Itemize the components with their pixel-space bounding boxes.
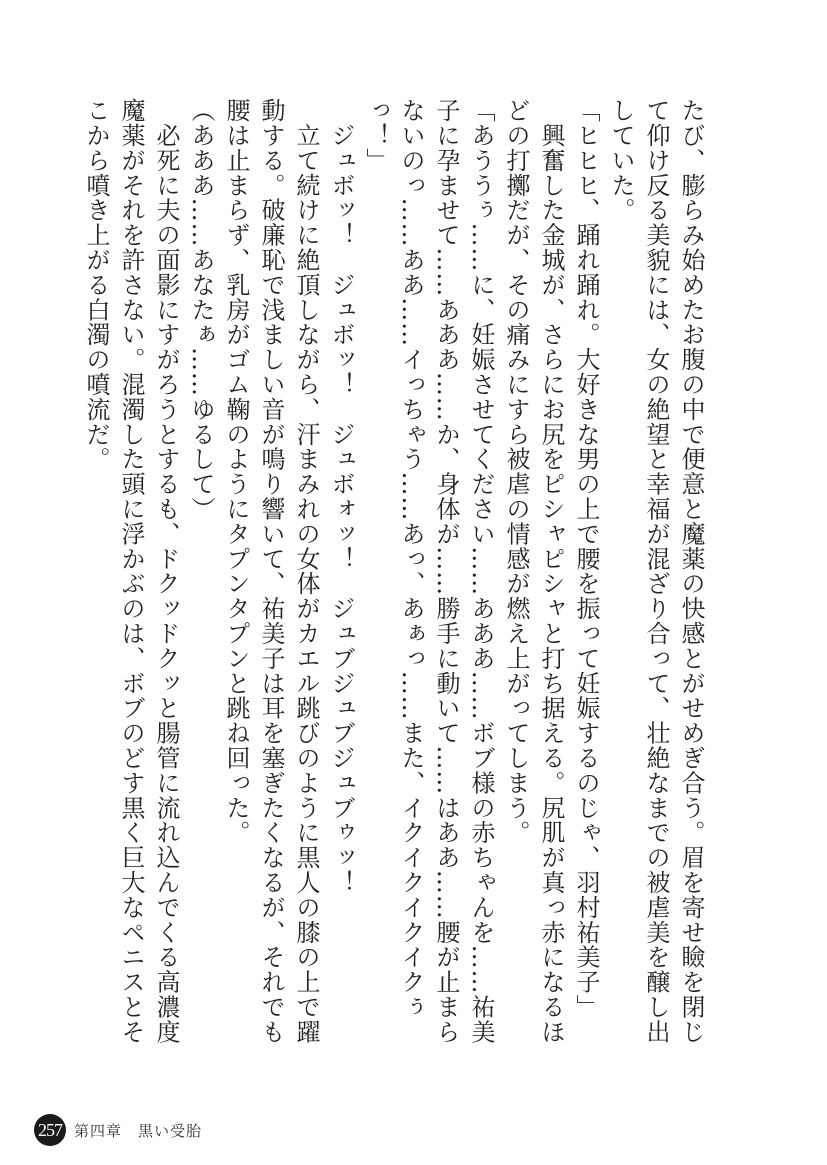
text-line: 立て続けに絶頂しながら、汗まみれの女体がカエル跳びのように黒人の膝の上で躍 xyxy=(292,98,320,1045)
text-line: 「あううぅ……に、妊娠させてください……あああ……ボブ様の赤ちゃんを……祐美 xyxy=(467,98,495,1045)
page-footer xyxy=(34,1114,202,1146)
text-line: こから噴き上がる白濁の噴流だ。 xyxy=(82,98,110,472)
text-line: ないのっ……ああ……イっちゃう……あっ、あぁっ……また、イクイクイクイクぅ xyxy=(397,98,425,1020)
text-line: て仰け反る美貌には、女の絶望と幸福が混ざり合って、壮絶なまでの被虐美を醸し出 xyxy=(642,98,670,1045)
text-line: どの打擲だが、その痛みにすら被虐の情感が燃え上がってしまう。 xyxy=(502,98,530,845)
text-line: 興奮した金城が、さらにお尻をピシャピシャと打ち据える。尻肌が真っ赤になるほ xyxy=(537,98,565,1045)
page-number-badge: 257 xyxy=(34,1114,66,1146)
text-line: 必死に夫の面影にすがろうとするも、ドクッドクッと腸管に流れ込んでくる高濃度 xyxy=(152,98,180,1045)
text-line: （あああ……あなたぁ……ゆるして） xyxy=(187,98,215,522)
text-line: 動する。破廉恥で浅ましい音が鳴り響いて、祐美子は耳を塞ぎたくなるが、それでも xyxy=(257,98,285,1045)
text-line: していた。 xyxy=(607,98,635,223)
text-line: っ！」 xyxy=(362,98,390,173)
text-line: たび、膨らみ始めたお腹の中で便意と魔薬の快感とがせめぎ合う。眉を寄せ瞼を閉じ xyxy=(677,98,705,1045)
chapter-title: 第四章 黒い受胎 xyxy=(74,1121,203,1140)
text-line: 腰は止まらず、乳房がゴム鞠のようにタプンタプンと跳ね回った。 xyxy=(222,98,250,845)
vertical-body-text xyxy=(78,98,708,1045)
text-line: ジュボッ！ ジュボッ！ ジュボォッ！ ジュブジュブジュブゥッ！ xyxy=(327,98,355,895)
text-line: 子に孕ませて……あああ……か、身体が……勝手に動いて……はああ……腰が止まら xyxy=(432,98,460,1045)
text-line: 魔薬がそれを許さない。混濁した頭に浮かぶのは、ボブのどす黒く巨大なペニスとそ xyxy=(117,98,145,1045)
text-line: 「ヒヒヒ、踊れ踊れ。大好きな男の上で腰を振って妊娠するのじゃ、羽村祐美子」 xyxy=(572,98,600,1020)
